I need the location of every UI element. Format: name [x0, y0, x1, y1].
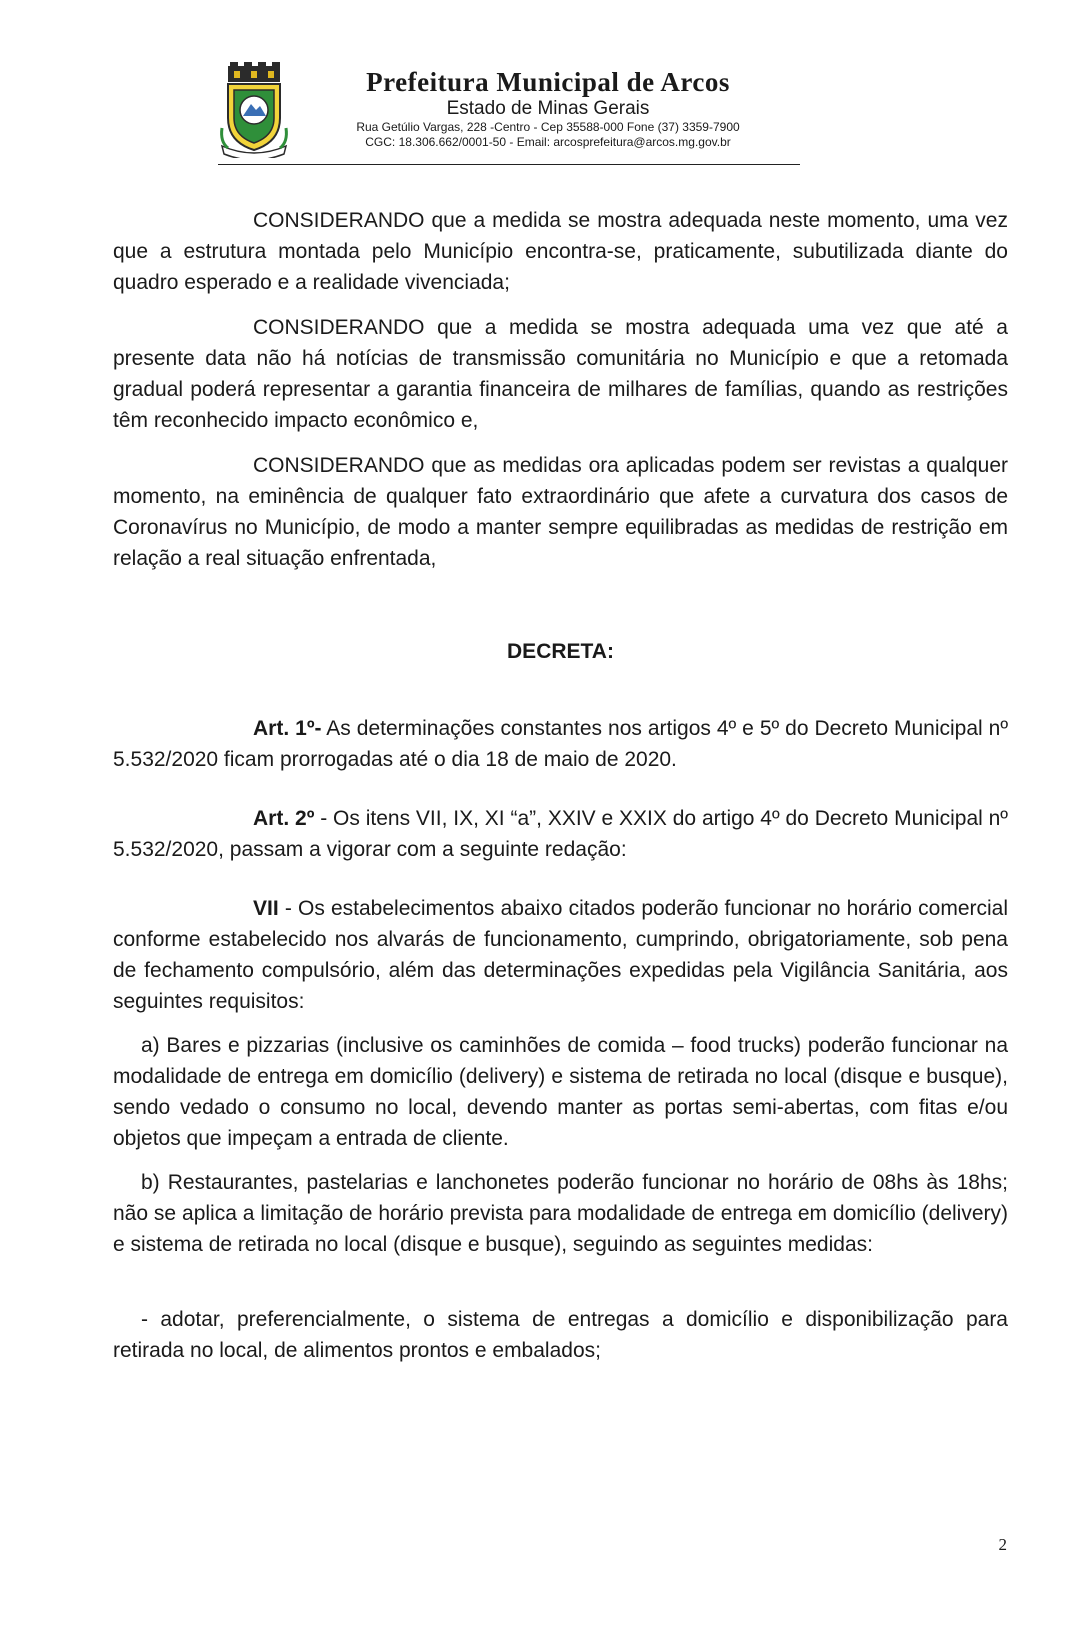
item-b: b) Restaurantes, pastelarias e lanchonetes poderão funcionar no horário de 08hs às 18hs; não se aplica a limitação de horário prevista para modalidade de entrega em domicílio (delivery) e sistema de retirada no local (disque e busque), seguindo as seguintes medidas: — [113, 1171, 1008, 1256]
letterhead-divider — [218, 164, 800, 165]
address-line: Rua Getúlio Vargas, 228 -Centro - Cep 35588-000 Fone (37) 3359-7900 — [356, 120, 740, 134]
considerando-paragraph-2: CONSIDERANDO que a medida se mostra adequada uma vez que até a presente data não há notícias de transmissão comunitária no Município e que a retomada gradual poderá representar a garantia financeira de milhares de famílias, quando as restrições têm reconhecido impacto econômico e, — [113, 316, 1008, 432]
measure-item-1: - adotar, preferencialmente, o sistema de entregas a domicílio e disponibilização para retirada no local, de alimentos prontos e embalados; — [113, 1308, 1008, 1362]
article-1 — [113, 713, 1008, 775]
letterhead — [218, 62, 800, 166]
article-1-label: Art. 1º- — [253, 717, 322, 740]
item-a: a) Bares e pizzarias (inclusive os caminhões de comida – food trucks) poderão funcionar na modalidade de entrega em domicílio (delivery) e sistema de retirada no local (disque e busque), sendo vedado o consumo no local, devendo manter as portas semi-abertas, com fitas e/ou objetos que impeçam a entrada de cliente. — [113, 1034, 1008, 1150]
municipality-title: Prefeitura Municipal de Arcos — [366, 67, 730, 97]
article-1-text: As determinações constantes nos artigos 4º e 5º do Decreto Municipal nº 5.532/2020 ficam prorrogadas até o dia 18 de maio de 2020. — [113, 717, 1008, 771]
page-number: 2 — [998, 1535, 1007, 1554]
item-vii-label: VII — [253, 897, 279, 920]
considerando-paragraph-1: CONSIDERANDO que a medida se mostra adequada neste momento, uma vez que a estrutura montada pelo Município encontra-se, praticamente, subutilizada diante do quadro esperado e a realidade vivenciada; — [113, 209, 1008, 294]
contact-line: CGC: 18.306.662/0001-50 - Email: arcosprefeitura@arcos.mg.gov.br — [365, 135, 731, 149]
item-vii-text: - Os estabelecimentos abaixo citados poderão funcionar no horário comercial conforme estabelecido nos alvarás de funcionamento, cumprindo, obrigatoriamente, sob pena de fechamento compulsório, além das determinações expedidas pela Vigilância Sanitária, aos seguintes requisitos: — [113, 897, 1008, 1013]
item-vii — [113, 893, 1008, 1017]
article-2-text: - Os itens VII, IX, XI “a”, XXIV e XXIX do artigo 4º do Decreto Municipal nº 5.532/2020, passam a vigorar com a seguinte redação: — [113, 807, 1008, 861]
article-2-label: Art. 2º — [253, 807, 315, 830]
municipal-coat-of-arms-icon — [218, 62, 290, 158]
letterhead-text — [298, 66, 798, 150]
decreta-heading: DECRETA: — [507, 640, 614, 663]
state-subtitle: Estado de Minas Gerais — [446, 98, 650, 119]
considerando-paragraph-3: CONSIDERANDO que as medidas ora aplicadas podem ser revistas a qualquer momento, na eminência de qualquer fato extraordinário que afete a curvatura dos casos de Coronavírus no Município, de modo a manter sempre equilibradas as medidas de restrição em relação a real situação enfrentada, — [113, 454, 1008, 570]
article-2 — [113, 803, 1008, 865]
